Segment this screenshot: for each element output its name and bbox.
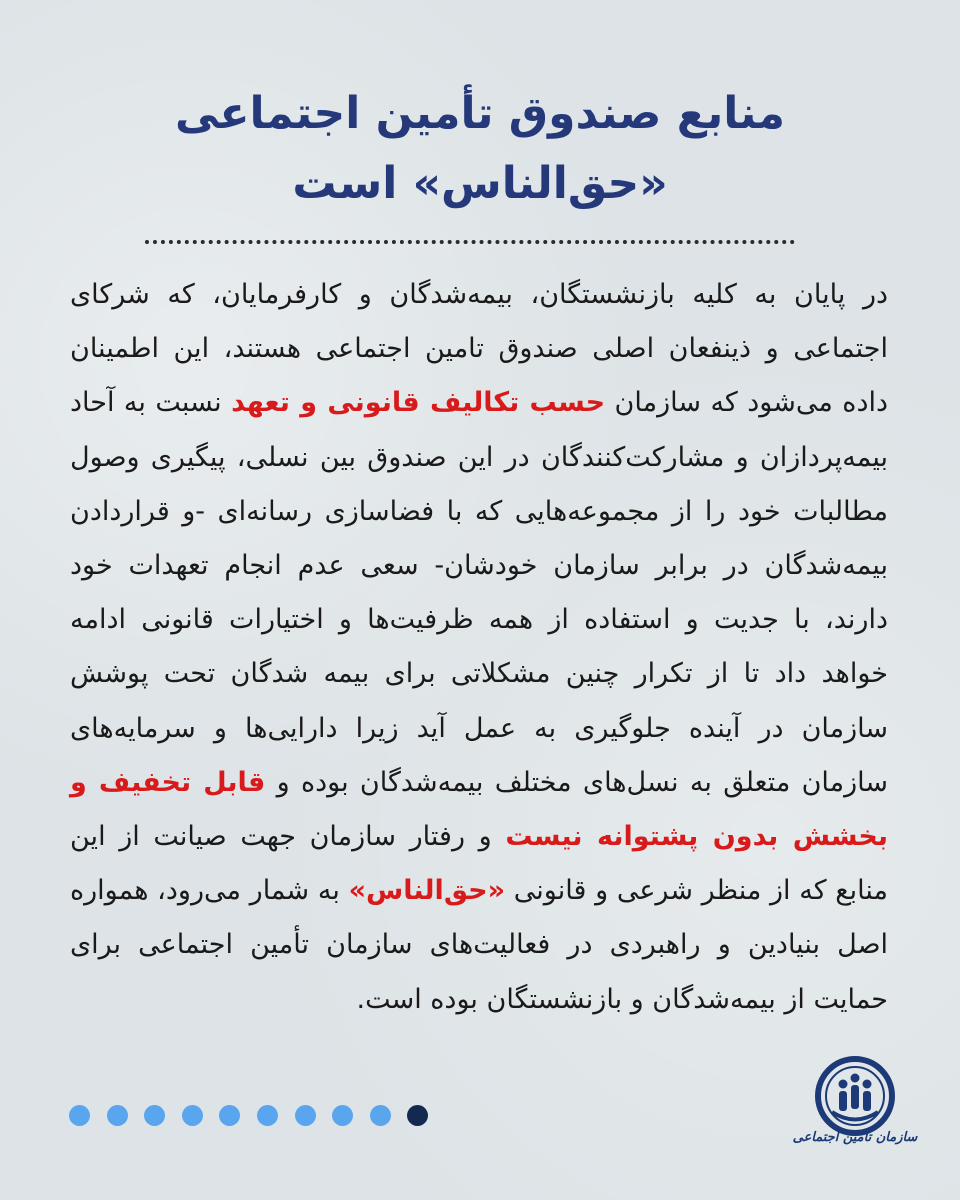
page-title: منابع صندوق تأمین اجتماعی bbox=[174, 88, 786, 139]
pagination-dot bbox=[144, 1105, 165, 1126]
pagination-dot bbox=[107, 1105, 128, 1126]
dotted-divider bbox=[145, 240, 795, 244]
body-text-segment: و رفتار سازمان جهت صیانت از این منابع که از منظر شرعی و قانونی bbox=[70, 821, 888, 907]
slide-pagination bbox=[69, 1105, 428, 1127]
pagination-dot bbox=[69, 1105, 90, 1126]
pagination-dot bbox=[332, 1105, 353, 1126]
highlight-not-forgivable: قابل تخفیف و بخشش بدون پشتوانه نیست bbox=[70, 766, 889, 853]
highlight-haqq-al-nas: «حق‌الناس» bbox=[348, 875, 506, 907]
pagination-dot bbox=[219, 1105, 240, 1126]
logo-caption: سازمان تأمین اجتماعی bbox=[792, 1130, 918, 1145]
page-subtitle: «حق‌الناس» است bbox=[292, 158, 668, 209]
highlight-legal-duties: حسب تکالیف قانونی و تعهد bbox=[231, 387, 606, 419]
body-text-segment: به شمار می‌رود، همواره اصل بنیادین و راهبردی در فعالیت‌های سازمان تأمین اجتماعی برای حمایت از بیمه‌شدگان و بازنشستگان بوده است. bbox=[70, 875, 888, 1015]
body-text-segment: در پایان به کلیه بازنشستگان، بیمه‌شدگان و کارفرمایان، که شرکای اجتماعی و ذینفعان اصلی صندوق تامین اجتماعی هستند، این اطمینان داده می‌شود که سازمان bbox=[70, 279, 888, 419]
pagination-dot bbox=[295, 1105, 316, 1126]
pagination-dot bbox=[257, 1105, 278, 1126]
article-body bbox=[70, 268, 888, 1027]
body-text-segment: نسبت به آحاد بیمه‌پردازان و مشارکت‌کنندگان در این صندوق بین نسلی، پیگیری وصول مطالبات خود را از مجموعه‌هایی که با فضاسازی رسانه‌ای -و قراردادن بیمه‌شدگان در برابر سازمان خودشان- سعی عدم انجام تعهدات خود دارند، با جدیت و استفاده از همه ظرفیت‌ها و اختیارات قانونی ادامه خواهد داد تا از تکرار چنین مشکلاتی برای بیمه شدگان تحت پوشش سازمان در آینده جلوگیری به عمل آید زیرا دارایی‌ها و سرمایه‌های سازمان متعلق به نسل‌های مختلف بیمه‌شدگان بوده و bbox=[70, 387, 889, 798]
pagination-dot bbox=[182, 1105, 203, 1126]
pagination-dot bbox=[370, 1105, 391, 1126]
pagination-dot-active bbox=[407, 1105, 428, 1126]
